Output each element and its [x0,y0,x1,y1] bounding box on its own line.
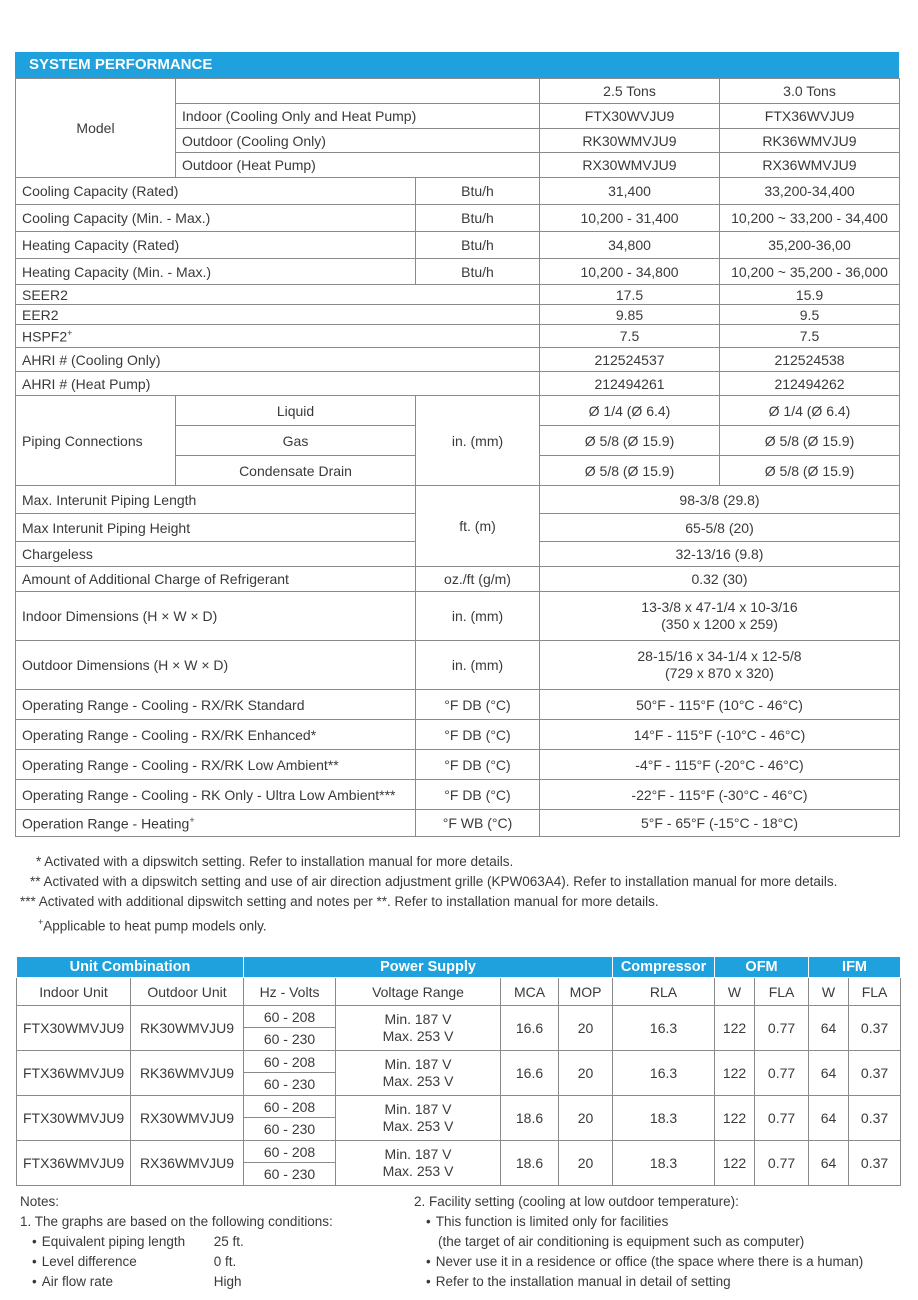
table-row: 60 - 230 [17,1118,901,1141]
range-row: Operating Range - Cooling - RX/RK Low Ambient** °F DB (°C) -4°F - 115°F (-20°C - 46°C) [16,750,900,780]
length-row: Max Interunit Piping Height 65-5/8 (20) [16,514,900,542]
outdoor-dimensions-row: Outdoor Dimensions (H × W × D) in. (mm) 28-15/16 x 34-1/4 x 12-5/8 (729 x 870 x 320) [16,641,900,690]
footnote: * Activated with a dipswitch setting. Refer to installation manual for more details. [36,854,514,869]
condition-item: • Equivalent piping length 25 ft. [20,1232,333,1252]
piping-unit: in. (mm) [416,396,540,486]
piping-row: Gas Ø 5/8 (Ø 15.9) Ø 5/8 (Ø 15.9) [16,426,900,456]
electrical-group-header: Unit Combination Power Supply Compressor OFM IFM [17,957,901,978]
capacity-row: Heating Capacity (Min. - Max.) Btu/h 10,200 - 34,800 10,200 ~ 35,200 - 36,000 [16,259,900,285]
piping-row: Condensate Drain Ø 5/8 (Ø 15.9) Ø 5/8 (Ø 15.9) [16,456,900,486]
rating-row: HSPF2+ 7.5 7.5 [16,325,900,348]
table-row: FTX30WMVJU9 RK30WMVJU9 60 - 208 Min. 187 V Max. 253 V 16.6 20 16.3 122 0.77 64 0.37 [17,1006,901,1028]
rating-row: EER2 9.85 9.5 [16,305,900,325]
length-row: Chargeless 32-13/16 (9.8) [16,542,900,567]
table-row: 60 - 230 [17,1073,901,1096]
footnote: *** Activated with additional dipswitch setting and notes per **. Refer to installation manual for more details. [20,894,659,909]
capacity-row: Cooling Capacity (Rated) Btu/h 31,400 33,200-34,400 [16,178,900,205]
rating-row: SEER2 17.5 15.9 [16,285,900,305]
capacity-row: Heating Capacity (Rated) Btu/h 34,800 35,200-36,00 [16,232,900,259]
section-title: SYSTEM PERFORMANCE [15,52,899,78]
notes-right [414,1192,863,1292]
model-row: Indoor (Cooling Only and Heat Pump) FTX30WVJU9 FTX36WVJU9 [16,104,900,129]
note-2-item: • Refer to the installation manual in detail of setting [414,1272,863,1292]
range-row: Operating Range - Cooling - RX/RK Standard °F DB (°C) 50°F - 115°F (10°C - 46°C) [16,690,900,720]
charge-row: Amount of Additional Charge of Refrigerant oz./ft (g/m) 0.32 (30) [16,567,900,592]
condition-item: • Air flow rate High [20,1272,333,1292]
electrical-data-table [16,956,901,1186]
note-2: 2. Facility setting (cooling at low outdoor temperature): [414,1194,739,1209]
model-label: Model [16,79,176,178]
length-row: Max. Interunit Piping Length ft. (m) 98-3/8 (29.8) [16,486,900,514]
range-row: Operating Range - Cooling - RK Only - Ultra Low Ambient*** °F DB (°C) -22°F - 115°F (-30°C - 46°C) [16,780,900,810]
notes-left [20,1192,333,1292]
piping-label: Piping Connections [16,396,176,486]
size-header-row [16,79,900,104]
size-b: 3.0 Tons [720,79,900,104]
footnotes [20,852,838,937]
condition-item: • Level difference 0 ft. [20,1252,333,1272]
size-a: 2.5 Tons [540,79,720,104]
table-row: 60 - 230 [17,1028,901,1051]
rating-row: AHRI # (Cooling Only) 212524537 212524538 [16,348,900,372]
table-row: FTX36WMVJU9 RK36WMVJU9 60 - 208 Min. 187 V Max. 253 V 16.6 20 16.3 122 0.77 64 0.37 [17,1051,901,1073]
footnote: ** Activated with a dipswitch setting and use of air direction adjustment grille (KPW063A4). Refer to installation manual for more details. [30,874,838,889]
electrical-column-header: Indoor Unit Outdoor Unit Hz - Volts Voltage Range MCA MOP RLA W FLA W FLA [17,978,901,1006]
table-row: FTX36WMVJU9 RX36WMVJU9 60 - 208 Min. 187 V Max. 253 V 18.6 20 18.3 122 0.77 64 0.37 [17,1141,901,1163]
range-row: Operating Range - Cooling - RX/RK Enhanced* °F DB (°C) 14°F - 115°F (-10°C - 46°C) [16,720,900,750]
table-row: 60 - 230 [17,1163,901,1186]
table-row: FTX30WMVJU9 RX30WMVJU9 60 - 208 Min. 187 V Max. 253 V 18.6 20 18.3 122 0.77 64 0.37 [17,1096,901,1118]
system-performance-table [15,78,900,837]
length-unit: ft. (m) [416,486,540,567]
indoor-dimensions-row: Indoor Dimensions (H × W × D) in. (mm) 13-3/8 x 47-1/4 x 10-3/16 (350 x 1200 x 259) [16,592,900,641]
note-2-item: • Never use it in a residence or office (the space where there is a human) [414,1252,863,1272]
note-2-item-cont: (the target of air conditioning is equipment such as computer) [438,1234,805,1249]
piping-row: Piping Connections Liquid in. (mm) Ø 1/4 (Ø 6.4) Ø 1/4 (Ø 6.4) [16,396,900,426]
note-2-item: • This function is limited only for facilities [414,1212,863,1232]
notes-title: Notes: [20,1194,60,1209]
note-1: 1. The graphs are based on the following conditions: [20,1214,333,1229]
range-row: Operation Range - Heating+ °F WB (°C) 5°F - 65°F (-15°C - 18°C) [16,810,900,837]
capacity-row: Cooling Capacity (Min. - Max.) Btu/h 10,200 - 31,400 10,200 ~ 33,200 - 34,400 [16,205,900,232]
footnote: +Applicable to heat pump models only. [38,917,267,934]
rating-row: AHRI # (Heat Pump) 212494261 212494262 [16,372,900,396]
model-row: Outdoor (Heat Pump) RX30WMVJU9 RX36WMVJU9 [16,153,900,178]
model-row: Outdoor (Cooling Only) RK30WMVJU9 RK36WMVJU9 [16,129,900,153]
